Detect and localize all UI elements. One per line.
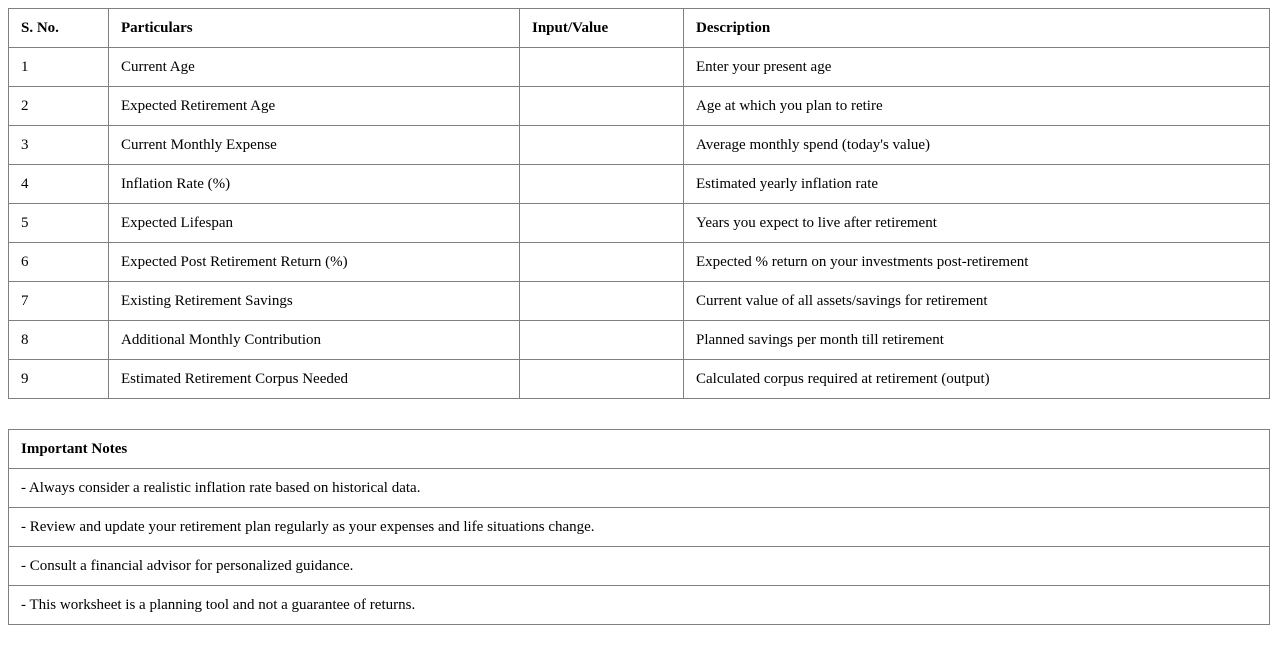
row-description: Years you expect to live after retirement — [684, 204, 1270, 243]
row-description: Enter your present age — [684, 48, 1270, 87]
row-description: Planned savings per month till retirement — [684, 321, 1270, 360]
table-row — [9, 282, 1270, 321]
notes-header-row — [9, 430, 1270, 469]
row-particulars: Additional Monthly Contribution — [109, 321, 520, 360]
note-row — [9, 547, 1270, 586]
row-input-cell[interactable] — [520, 165, 684, 204]
row-input-cell[interactable] — [520, 321, 684, 360]
row-input-cell[interactable] — [520, 282, 684, 321]
header-description: Description — [684, 9, 1270, 48]
row-description: Calculated corpus required at retirement (output) — [684, 360, 1270, 399]
row-sno: 9 — [9, 360, 109, 399]
retirement-worksheet-table — [8, 8, 1270, 399]
row-input-cell[interactable] — [520, 243, 684, 282]
row-particulars: Current Age — [109, 48, 520, 87]
row-sno: 5 — [9, 204, 109, 243]
row-description: Expected % return on your investments post-retirement — [684, 243, 1270, 282]
row-sno: 7 — [9, 282, 109, 321]
row-input-cell[interactable] — [520, 360, 684, 399]
table-row — [9, 87, 1270, 126]
header-sno: S. No. — [9, 9, 109, 48]
row-particulars: Expected Retirement Age — [109, 87, 520, 126]
table-row — [9, 360, 1270, 399]
row-description: Current value of all assets/savings for retirement — [684, 282, 1270, 321]
row-input-cell[interactable] — [520, 204, 684, 243]
note-row — [9, 508, 1270, 547]
note-item: - Consult a financial advisor for personalized guidance. — [9, 547, 1270, 586]
table-row — [9, 48, 1270, 87]
row-sno: 1 — [9, 48, 109, 87]
row-sno: 3 — [9, 126, 109, 165]
row-particulars: Existing Retirement Savings — [109, 282, 520, 321]
row-sno: 4 — [9, 165, 109, 204]
row-sno: 2 — [9, 87, 109, 126]
row-particulars: Expected Lifespan — [109, 204, 520, 243]
table-row — [9, 243, 1270, 282]
row-description: Average monthly spend (today's value) — [684, 126, 1270, 165]
row-particulars: Expected Post Retirement Return (%) — [109, 243, 520, 282]
row-input-cell[interactable] — [520, 126, 684, 165]
table-row — [9, 204, 1270, 243]
row-particulars: Current Monthly Expense — [109, 126, 520, 165]
note-row — [9, 586, 1270, 625]
table-row — [9, 321, 1270, 360]
table-row — [9, 126, 1270, 165]
row-description: Estimated yearly inflation rate — [684, 165, 1270, 204]
header-input-value: Input/Value — [520, 9, 684, 48]
header-particulars: Particulars — [109, 9, 520, 48]
notes-title: Important Notes — [9, 430, 1270, 469]
note-item: - This worksheet is a planning tool and not a guarantee of returns. — [9, 586, 1270, 625]
note-item: - Review and update your retirement plan regularly as your expenses and life situations change. — [9, 508, 1270, 547]
note-row — [9, 469, 1270, 508]
table-row — [9, 165, 1270, 204]
note-item: - Always consider a realistic inflation rate based on historical data. — [9, 469, 1270, 508]
row-input-cell[interactable] — [520, 48, 684, 87]
table-header-row — [9, 9, 1270, 48]
row-description: Age at which you plan to retire — [684, 87, 1270, 126]
important-notes-table — [8, 429, 1270, 625]
row-input-cell[interactable] — [520, 87, 684, 126]
row-particulars: Inflation Rate (%) — [109, 165, 520, 204]
row-sno: 6 — [9, 243, 109, 282]
row-sno: 8 — [9, 321, 109, 360]
row-particulars: Estimated Retirement Corpus Needed — [109, 360, 520, 399]
